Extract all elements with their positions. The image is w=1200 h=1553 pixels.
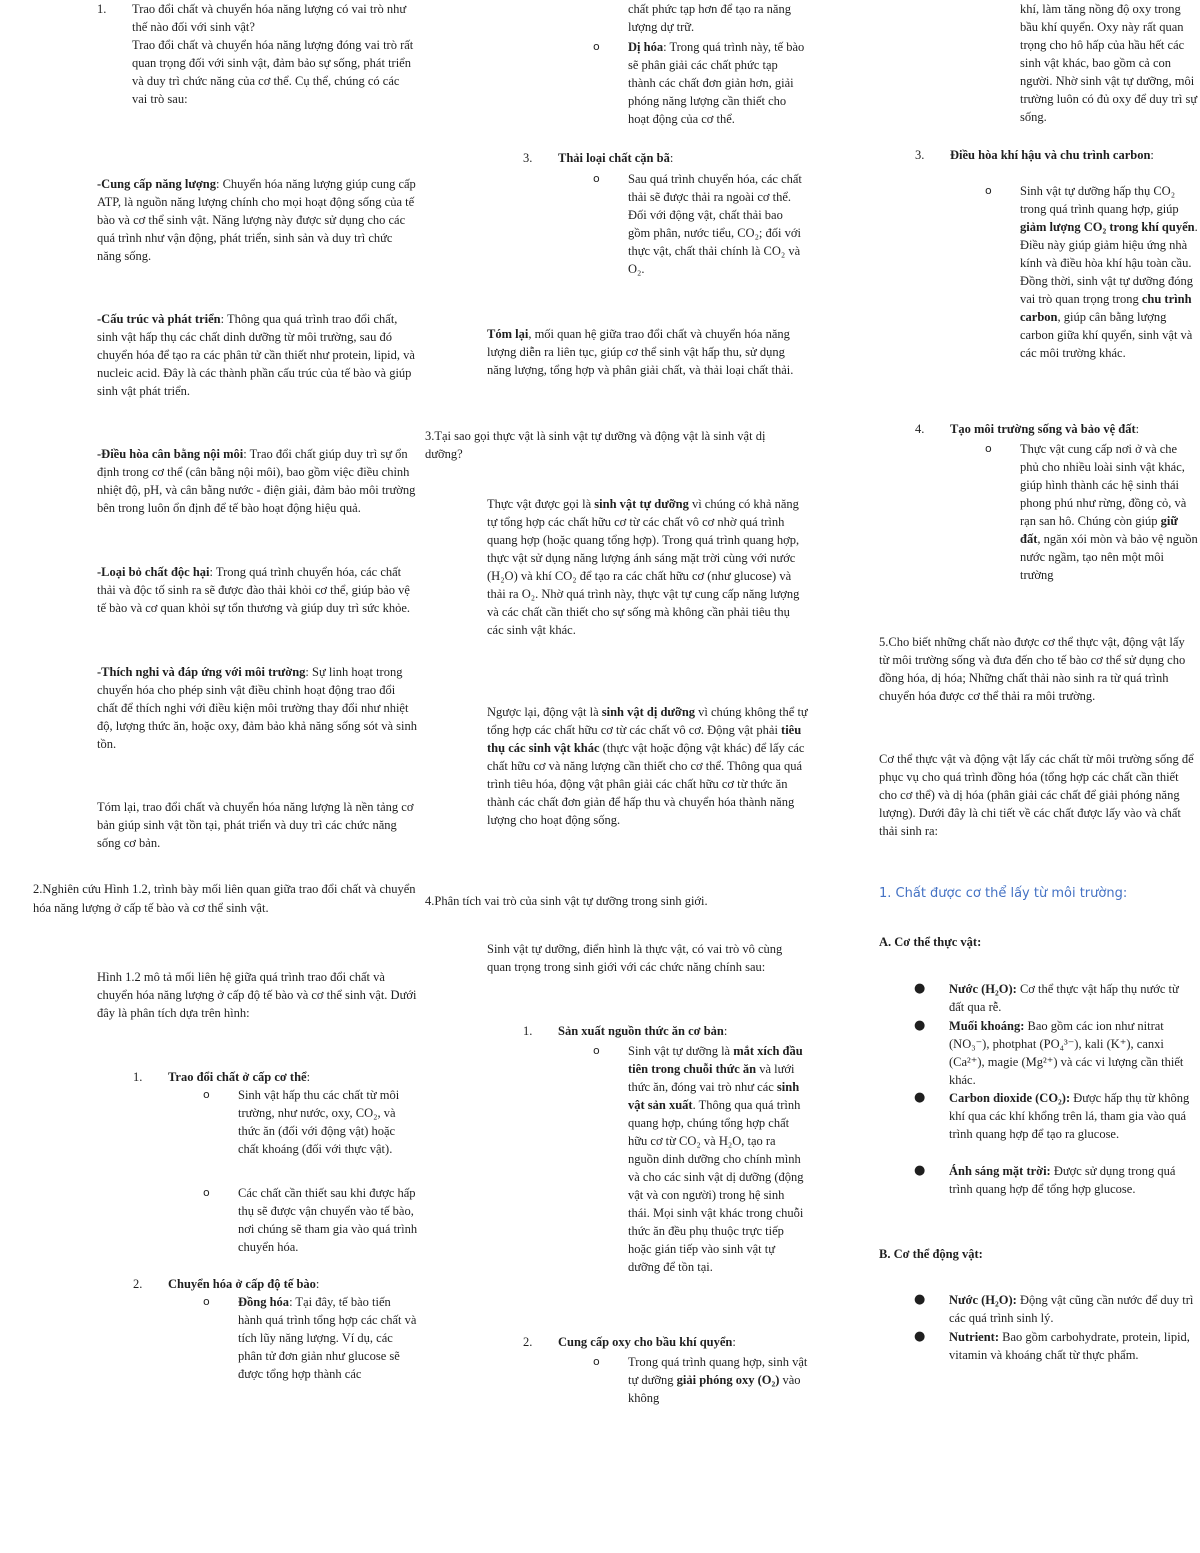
q4-role-1-number: 1.: [523, 1024, 533, 1038]
q2-item-3-number: 3.: [523, 151, 533, 165]
q4-role-3-number: 3.: [915, 148, 925, 162]
q4-role-1-bullet: o Sinh vật tự dưỡng là mắt xích đầu tiên trong chuỗi thức ăn và lưới thức ăn, đóng vai trò như các sinh vật sản xuất. Thông qua quá trình quang hợp, chúng tổng hợp chất hữu cơ từ CO₂ và H₂O, tạo ra nguồn dinh dưỡng cho chính mình và cho các sinh vật dị dưỡng (động vật và con người) trong hệ sinh thái. Mọi sinh vật khác trong chuỗi thức ăn đều phụ thuộc trực tiếp hoặc gián tiếp vào sinh vật tự dưỡng để tồn tại.: [593, 1044, 804, 1274]
q2-item-1-number: 1.: [133, 1070, 143, 1084]
circle-bullet-icon: o: [203, 1186, 210, 1199]
plant-heading: A. Cơ thể thực vật:: [879, 935, 982, 949]
q2-question: 2.Nghiên cứu Hình 1.2, trình bày mối liên quan giữa trao đổi chất và chuyển hóa năng lượng ở cấp tế bào và cơ thể sinh vật.: [33, 882, 416, 915]
q4-role-2-number: 2.: [523, 1335, 533, 1349]
bullet-dot-icon: ●: [914, 1018, 926, 1033]
q4-role-3-bullet: o Sinh vật tự dưỡng hấp thụ CO₂ trong quá trình quang hợp, giúp giảm lượng CO₂ trong khí quyển. Điều này giúp giảm hiệu ứng nhà kính và điều hòa khí hậu toàn cầu. Đồng thời, sinh vật tự dưỡng đóng vai trò quan trọng trong chu trình carbon, giúp cân bằng lượng carbon giữa khí quyển, sinh vật và các môi trường khác.: [985, 184, 1198, 360]
plant-item-sunlight: ● Ánh sáng mặt trời: Được sử dụng trong quá trình quang hợp để tổng hợp glucose.: [914, 1163, 1176, 1196]
catabolism-bullet: o Dị hóa: Trong quá trình này, tế bào sẽ phân giải các chất phức tạp thành các chất đơn giản hơn, giải phóng năng lượng cần thiết cho hoạt động của cơ thể.: [593, 40, 805, 126]
q4-role-1-title: Sản xuất nguồn thức ăn cơ bản: [558, 1024, 724, 1038]
q3-autotroph: Thực vật được gọi là sinh vật tự dưỡng vì chúng có khả năng tự tổng hợp các chất hữu cơ từ các chất vô cơ nhờ quá trình quang hợp (hoặc quang tổng hợp). Trong quá trình quang hợp, thực vật sử dụng năng lượng ánh sáng mặt trời cùng với nước (H₂O) và khí CO₂ để tạo ra các chất hữu cơ (như glucose) và thải ra O₂. Nhờ quá trình này, thực vật tự cung cấp năng lượng và các chất cần thiết cho sự sống mà không cần phải tiêu thụ các sinh vật khác.: [487, 497, 800, 637]
animal-heading: B. Cơ thể động vật:: [879, 1247, 983, 1261]
circle-bullet-icon: o: [985, 184, 992, 197]
q4-role-4: 4. Tạo môi trường sống và bảo vệ đất:: [915, 422, 1140, 436]
bullet-dot-icon: ●: [914, 981, 926, 996]
q3-question: 3.Tại sao gọi thực vật là sinh vật tự dưỡng và động vật là sinh vật dị dưỡng?: [425, 429, 766, 461]
q4-role-4-number: 4.: [915, 422, 925, 436]
circle-bullet-icon: o: [593, 1044, 600, 1057]
anabolism-continued: chất phức tạp hơn để tạo ra năng lượng dự trữ.: [628, 2, 791, 34]
q4-role-1: 1. Sản xuất nguồn thức ăn cơ bản:: [523, 1024, 728, 1038]
plant-item-co2: ● Carbon dioxide (CO₂): Được hấp thụ từ không khí qua các khí khổng trên lá, tham gia vào quá trình quang hợp để tạo ra glucose.: [914, 1090, 1190, 1141]
role-homeostasis: -Điều hòa cân bằng nội môi: Trao đổi chất giúp duy trì sự ổn định trong cơ thể (cân bằng nội môi), bao gồm việc điều chỉnh nhiệt độ, pH, và cân bằng nước - điện giải, đảm bảo môi trường bên trong luôn ổn định để tế bào hoạt động hiệu quả.: [97, 447, 416, 515]
circle-bullet-icon: o: [203, 1088, 210, 1101]
plant-item-water: ● Nước (H₂O): Cơ thể thực vật hấp thụ nước từ đất qua rễ.: [914, 981, 1179, 1014]
q4-question: 4.Phân tích vai trò của sinh vật tự dưỡng trong sinh giới.: [425, 894, 708, 908]
bullet-dot-icon: ●: [914, 1292, 926, 1307]
role-adaptation-title: -Thích nghi và đáp ứng với môi trường: [97, 665, 306, 679]
role-energy-title: -Cung cấp năng lượng: [97, 177, 216, 191]
q2-item-3-title: Thải loại chất cặn bã: [558, 151, 670, 165]
circle-bullet-icon: o: [203, 1295, 210, 1308]
q4-role-2-title: Cung cấp oxy cho bầu khí quyển: [558, 1335, 733, 1349]
q1-block: [97, 0, 417, 108]
q1-intro: Trao đổi chất và chuyển hóa năng lượng đóng vai trò rất quan trọng đối với sinh vật, đảm bảo sự sống, phát triển và duy trì chức năng của cơ thể. Cụ thể, chúng có các vai trò sau:: [132, 38, 414, 106]
q2-item-3: 3. Thải loại chất cặn bã:: [523, 151, 674, 165]
bullet-dot-icon: ●: [914, 1163, 926, 1178]
q2-item-2-bullet-1: o Đồng hóa: Tại đây, tế bào tiến hành quá trình tổng hợp các chất và tích lũy năng lượng. Ví dụ, các phân tử đơn giản như glucose sẽ được tổng hợp thành các: [203, 1295, 417, 1381]
q4-role-4-bullet: o Thực vật cung cấp nơi ở và che phủ cho nhiều loài sinh vật khác, giúp hình thành các hệ sinh thái phong phú như rừng, đồng cỏ, và rạn san hô. Chúng còn giúp giữ đất, ngăn xói mòn và bảo vệ nguồn nước ngầm, tạo nên một môi trường: [985, 442, 1198, 582]
q4-role-4-title: Tạo môi trường sống và bảo vệ đất: [950, 422, 1136, 436]
q4-role-2: 2. Cung cấp oxy cho bầu khí quyển:: [523, 1335, 736, 1349]
role-homeostasis-title: -Điều hòa cân bằng nội môi: [97, 447, 244, 461]
role-detox-title: -Loại bỏ chất độc hại: [97, 565, 210, 579]
q5-question: 5.Cho biết những chất nào được cơ thể thực vật, động vật lấy từ môi trường sống và đưa đến cho tế bào cơ thể sử dụng cho đồng hóa, dị hóa; Những chất thải nào sinh ra từ quá trình chuyển hóa được cơ thể thải ra môi trường.: [879, 635, 1186, 703]
section-heading-intake: 1. Chất được cơ thể lấy từ môi trường:: [879, 886, 1128, 901]
q2-item-1-bullet-2: o Các chất cần thiết sau khi được hấp thụ sẽ được vận chuyển vào tế bào, nơi chúng sẽ tham gia vào quá trình chuyển hóa.: [203, 1186, 418, 1254]
q2-item-2-title: Chuyển hóa ở cấp độ tế bào: [168, 1277, 316, 1291]
q4-role-3: 3. Điều hòa khí hậu và chu trình carbon:: [915, 148, 1154, 162]
animal-item-water: ● Nước (H₂O): Động vật cũng cần nước để duy trì các quá trình sinh lý.: [914, 1292, 1194, 1325]
circle-bullet-icon: o: [593, 40, 600, 53]
circle-bullet-icon: o: [985, 442, 992, 455]
circle-bullet-icon: o: [593, 1355, 600, 1368]
q2-item-2-number: 2.: [133, 1277, 143, 1291]
q5-intro: Cơ thể thực vật và động vật lấy các chất từ môi trường sống để phục vụ cho quá trình đồng hóa (tổng hợp các chất cần thiết cho cơ thể) và dị hóa (phân giải các chất để giải phóng năng lượng). Dưới đây là chi tiết về các chất được lấy vào và chất thải sinh ra:: [879, 752, 1194, 838]
bullet-dot-icon: ●: [914, 1090, 926, 1105]
animal-item-nutrient: ● Nutrient: Bao gồm carbohydrate, protein, lipid, vitamin và khoáng chất từ thực phẩm.: [914, 1329, 1190, 1362]
role-adaptation: -Thích nghi và đáp ứng với môi trường: Sự linh hoạt trong chuyển hóa cho phép sinh vật điều chỉnh hoạt động trao đổi chất để thích nghi với điều kiện môi trường thay đổi như nhiệt độ, lượng thức ăn, hoặc oxy, đảm bảo khả năng sống sót và sinh tồn.: [97, 665, 417, 751]
q4-role-2-bullet: o Trong quá trình quang hợp, sinh vật tự dưỡng giải phóng oxy (O₂) vào không: [593, 1355, 808, 1405]
q2-intro: Hình 1.2 mô tả mối liên hệ giữa quá trình trao đổi chất và chuyển hóa năng lượng ở cấp độ tế bào và cơ thể sinh vật. Dưới đây là phân tích dựa trên hình:: [97, 970, 417, 1020]
q2-item-2: 2. Chuyển hóa ở cấp độ tế bào:: [133, 1277, 320, 1291]
q2-item-1-bullet-1: o Sinh vật hấp thu các chất từ môi trường, như nước, oxy, CO₂, và thức ăn (đối với động vật) hoặc chất khoáng (đối với thực vật).: [203, 1088, 400, 1156]
summary-2: Tóm lại, mối quan hệ giữa trao đổi chất và chuyển hóa năng lượng diễn ra liên tục, giúp cơ thể sinh vật hấp thu, sử dụng năng lượng, tổng hợp và phân giải chất, và thải loại chất thải.: [487, 327, 794, 377]
circle-bullet-icon: o: [593, 172, 600, 185]
q1-number: 1.: [97, 2, 107, 16]
role-structure: -Cấu trúc và phát triển: Thông qua quá trình trao đổi chất, sinh vật hấp thụ các chất dinh dưỡng từ môi trường, sau đó chuyển hóa để tạo ra các phân tử cần thiết như protein, lipid, và nucleic acid. Đây là các thành phần cấu trúc của tế bào và giúp sinh vật phát triển.: [97, 312, 415, 398]
plant-item-minerals: ● Muối khoáng: Bao gồm các ion như nitrat (NO₃⁻), photphat (PO₄³⁻), kali (K⁺), canxi (Ca²⁺), magie (Mg²⁺) và các vi lượng cần thiết khác.: [914, 1018, 1184, 1087]
bullet-dot-icon: ●: [914, 1329, 926, 1344]
q1-question: Trao đổi chất và chuyển hóa năng lượng có vai trò như thế nào đối với sinh vật?: [132, 2, 407, 34]
q3-heterotroph: Ngược lại, động vật là sinh vật dị dưỡng vì chúng không thể tự tổng hợp các chất hữu cơ từ các chất vô cơ. Động vật phải tiêu thụ các sinh vật khác (thực vật hoặc động vật khác) để lấy các chất hữu cơ và năng lượng cần thiết cho cơ thể. Thông qua quá trình tiêu hóa, động vật phân giải các chất hữu cơ từ thức ăn thành các chất đơn giản để hấp thu và chuyển hóa thành năng lượng cho hoạt động sống.: [487, 705, 808, 827]
role-2-continued: khí, làm tăng nồng độ oxy trong bầu khí quyển. Oxy này rất quan trọng cho hô hấp của hầu hết các sinh vật khác, bao gồm cả con người. Nhờ sinh vật tự dưỡng, môi trường luôn có đủ oxy để duy trì sự sống.: [1020, 2, 1198, 124]
q2-item-1: 1. Trao đổi chất ở cấp cơ thể:: [133, 1070, 311, 1084]
role-detox: -Loại bỏ chất độc hại: Trong quá trình chuyển hóa, các chất thải và độc tố sinh ra sẽ được đào thải khỏi cơ thể, giúp bảo vệ tế bào và cơ quan khỏi sự tổn thương và giúp duy trì sức khỏe.: [97, 565, 411, 615]
q4-role-3-title: Điều hòa khí hậu và chu trình carbon: [950, 148, 1151, 162]
role-structure-title: -Cấu trúc và phát triển: [97, 312, 221, 326]
summary-1: Tóm lại, trao đổi chất và chuyển hóa năng lượng là nền tảng cơ bản giúp sinh vật tồn tại, phát triển và duy trì các chức năng sống cơ bản.: [97, 800, 414, 850]
role-energy: -Cung cấp năng lượng: Chuyển hóa năng lượng giúp cung cấp ATP, là nguồn năng lượng chính cho mọi hoạt động sống của tế bào và cơ thể sinh vật. Năng lượng này được sử dụng cho các quá trình như vận động, phát triển, sinh sản và duy trì chức năng sống.: [97, 177, 416, 263]
q2-item-3-bullet-1: o Sau quá trình chuyển hóa, các chất thải sẽ được thải ra ngoài cơ thể. Đối với động vật, chất thải bao gồm phân, nước tiểu, CO₂; đối với thực vật, chất thải chính là CO₂ và O₂.: [593, 172, 802, 276]
q4-intro: Sinh vật tự dưỡng, điển hình là thực vật, có vai trò vô cùng quan trọng trong sinh giới với các chức năng chính sau:: [487, 942, 783, 974]
q2-item-1-title: Trao đổi chất ở cấp cơ thể: [168, 1070, 307, 1084]
